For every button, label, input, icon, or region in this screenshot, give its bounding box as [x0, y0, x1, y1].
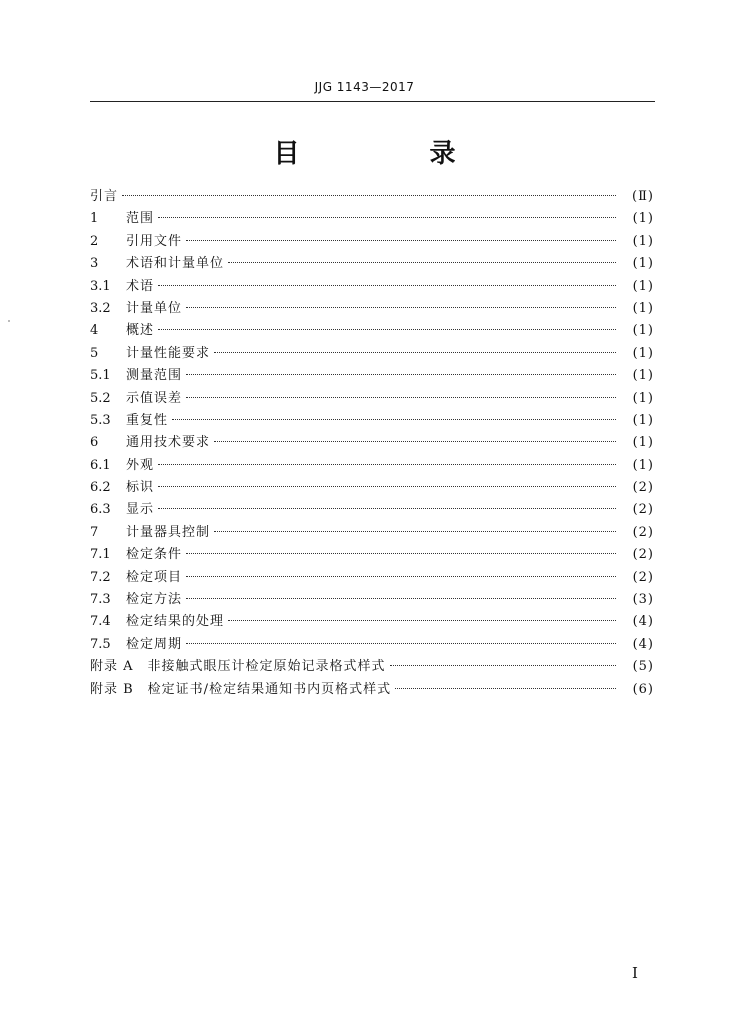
toc-entry-number: 5 — [90, 345, 99, 361]
toc-entry[interactable] — [90, 477, 654, 499]
toc-entry-number: 1 — [90, 211, 99, 227]
toc-entry-page: (1) — [632, 278, 654, 294]
toc-entry-page: (2) — [632, 524, 654, 540]
toc-entry[interactable] — [90, 410, 654, 432]
toc-dot-leader — [158, 284, 616, 286]
toc-entry-label: 示值误差 — [126, 390, 183, 406]
toc-entry-page: (6) — [632, 681, 654, 697]
toc-entry-label: 显示 — [126, 502, 155, 518]
toc-entry-label: 计量单位 — [126, 300, 183, 316]
toc-entry-number: 5.1 — [90, 368, 111, 384]
toc-entry-label: 术语 — [126, 278, 155, 294]
toc-entry-page: (1) — [632, 211, 654, 227]
toc-entry-number: 5.2 — [90, 390, 111, 406]
toc-entry-number: 5.3 — [90, 412, 111, 428]
toc-dot-leader — [172, 418, 616, 420]
toc-entry[interactable] — [90, 388, 654, 410]
header-rule — [90, 101, 655, 102]
toc-entry-page: (1) — [632, 300, 654, 316]
toc-entry[interactable] — [90, 544, 654, 566]
toc-entry-page: (2) — [632, 569, 654, 585]
toc-entry[interactable] — [90, 186, 654, 208]
toc-entry-page: (4) — [632, 636, 654, 652]
scan-speck — [8, 320, 10, 322]
toc-dot-leader — [390, 664, 616, 666]
toc-entry-page: (1) — [632, 323, 654, 339]
toc-entry-label: 引言 — [90, 189, 119, 204]
toc-dot-leader — [186, 239, 616, 241]
toc-entry[interactable] — [90, 365, 654, 387]
toc-entry[interactable] — [90, 343, 654, 365]
toc-entry[interactable] — [90, 298, 654, 320]
toc-entry-label: 检定条件 — [126, 547, 183, 563]
toc-entry[interactable] — [90, 679, 654, 701]
toc-entry-number: 6.2 — [90, 480, 111, 496]
toc-dot-leader — [186, 597, 616, 599]
toc-entry-number: 3.1 — [90, 278, 111, 294]
toc-entry[interactable] — [90, 320, 654, 342]
toc-dot-leader — [158, 485, 616, 487]
toc-entry-label: 计量性能要求 — [126, 345, 211, 361]
toc-entry-label: 检定方法 — [126, 592, 183, 608]
toc-entry-number: 4 — [90, 323, 99, 339]
toc-entry-page: (1) — [632, 435, 654, 451]
toc-entry-page: (3) — [632, 592, 654, 608]
toc-entry-number: 7 — [90, 524, 99, 540]
toc-dot-leader — [158, 328, 616, 330]
toc-dot-leader — [395, 687, 616, 689]
toc-entry[interactable] — [90, 634, 654, 656]
toc-entry-page: (1) — [632, 457, 654, 473]
toc-entry-number: 2 — [90, 233, 99, 249]
toc-entry[interactable] — [90, 276, 654, 298]
toc-entry-label: 检定周期 — [126, 636, 183, 652]
toc-entry-number: 3 — [90, 256, 99, 272]
toc-entry[interactable] — [90, 611, 654, 633]
toc-entry-number: 6.1 — [90, 457, 111, 473]
toc-dot-leader — [228, 261, 616, 263]
toc-entry-label: 计量器具控制 — [126, 524, 211, 540]
toc-entry-page: (1) — [632, 345, 654, 361]
toc-entry-label: 通用技术要求 — [126, 435, 211, 451]
toc-dot-leader — [186, 642, 616, 644]
toc-dot-leader — [158, 507, 616, 509]
toc-entry[interactable] — [90, 589, 654, 611]
toc-dot-leader — [214, 351, 616, 353]
toc-entry-label: 标识 — [126, 480, 155, 496]
toc-entry-label: 检定项目 — [126, 569, 183, 585]
toc-entry-page: (Ⅱ) — [632, 189, 654, 204]
toc-entry[interactable] — [90, 208, 654, 230]
toc-entry-label: 外观 — [126, 457, 155, 473]
toc-entry-page: (1) — [632, 233, 654, 249]
table-of-contents — [90, 186, 654, 701]
toc-entry[interactable] — [90, 253, 654, 275]
toc-entry-page: (1) — [632, 390, 654, 406]
toc-dot-leader — [158, 216, 616, 218]
toc-entry-page: (4) — [632, 614, 654, 630]
toc-dot-leader — [122, 194, 616, 196]
toc-entry-label: 概述 — [126, 323, 155, 339]
toc-dot-leader — [186, 552, 616, 554]
toc-entry-label: 引用文件 — [126, 233, 183, 249]
toc-entry-number: 7.5 — [90, 636, 111, 652]
toc-entry-number: 6 — [90, 435, 99, 451]
document-code: JJG 1143—2017 — [314, 80, 415, 94]
toc-entry-page: (2) — [632, 547, 654, 563]
toc-dot-leader — [214, 530, 616, 532]
toc-entry-label: 附录 B 检定证书/检定结果通知书内页格式样式 — [90, 681, 392, 697]
toc-entry-page: (1) — [632, 412, 654, 428]
toc-entry-number: 7.2 — [90, 569, 111, 585]
page-title: 目 录 — [273, 139, 508, 169]
toc-entry[interactable] — [90, 522, 654, 544]
toc-entry-label: 附录 A 非接触式眼压计检定原始记录格式样式 — [90, 659, 386, 675]
toc-entry-label: 检定结果的处理 — [126, 614, 225, 630]
toc-entry-page: (2) — [632, 480, 654, 496]
toc-entry-number: 6.3 — [90, 502, 111, 518]
toc-dot-leader — [186, 306, 616, 308]
toc-entry-label: 重复性 — [126, 412, 169, 428]
toc-entry-number: 7.4 — [90, 614, 111, 630]
toc-entry[interactable] — [90, 499, 654, 521]
toc-entry-label: 范围 — [126, 211, 155, 227]
toc-entry-label: 测量范围 — [126, 368, 183, 384]
toc-entry-number: 7.3 — [90, 592, 111, 608]
toc-entry-page: (5) — [632, 659, 654, 675]
toc-entry[interactable] — [90, 567, 654, 589]
toc-dot-leader — [214, 440, 616, 442]
toc-dot-leader — [186, 373, 616, 375]
toc-entry-page: (1) — [632, 256, 654, 272]
toc-dot-leader — [158, 463, 616, 465]
toc-dot-leader — [228, 619, 616, 621]
toc-entry-number: 7.1 — [90, 547, 111, 563]
toc-entry[interactable] — [90, 432, 654, 454]
toc-entry[interactable] — [90, 231, 654, 253]
toc-entry[interactable] — [90, 656, 654, 678]
toc-dot-leader — [186, 396, 616, 398]
page-number: Ⅰ — [632, 964, 638, 982]
toc-entry-number: 3.2 — [90, 300, 111, 316]
toc-entry-label: 术语和计量单位 — [126, 256, 225, 272]
toc-entry-page: (2) — [632, 502, 654, 518]
toc-entry[interactable] — [90, 455, 654, 477]
toc-entry-page: (1) — [632, 368, 654, 384]
toc-dot-leader — [186, 575, 616, 577]
